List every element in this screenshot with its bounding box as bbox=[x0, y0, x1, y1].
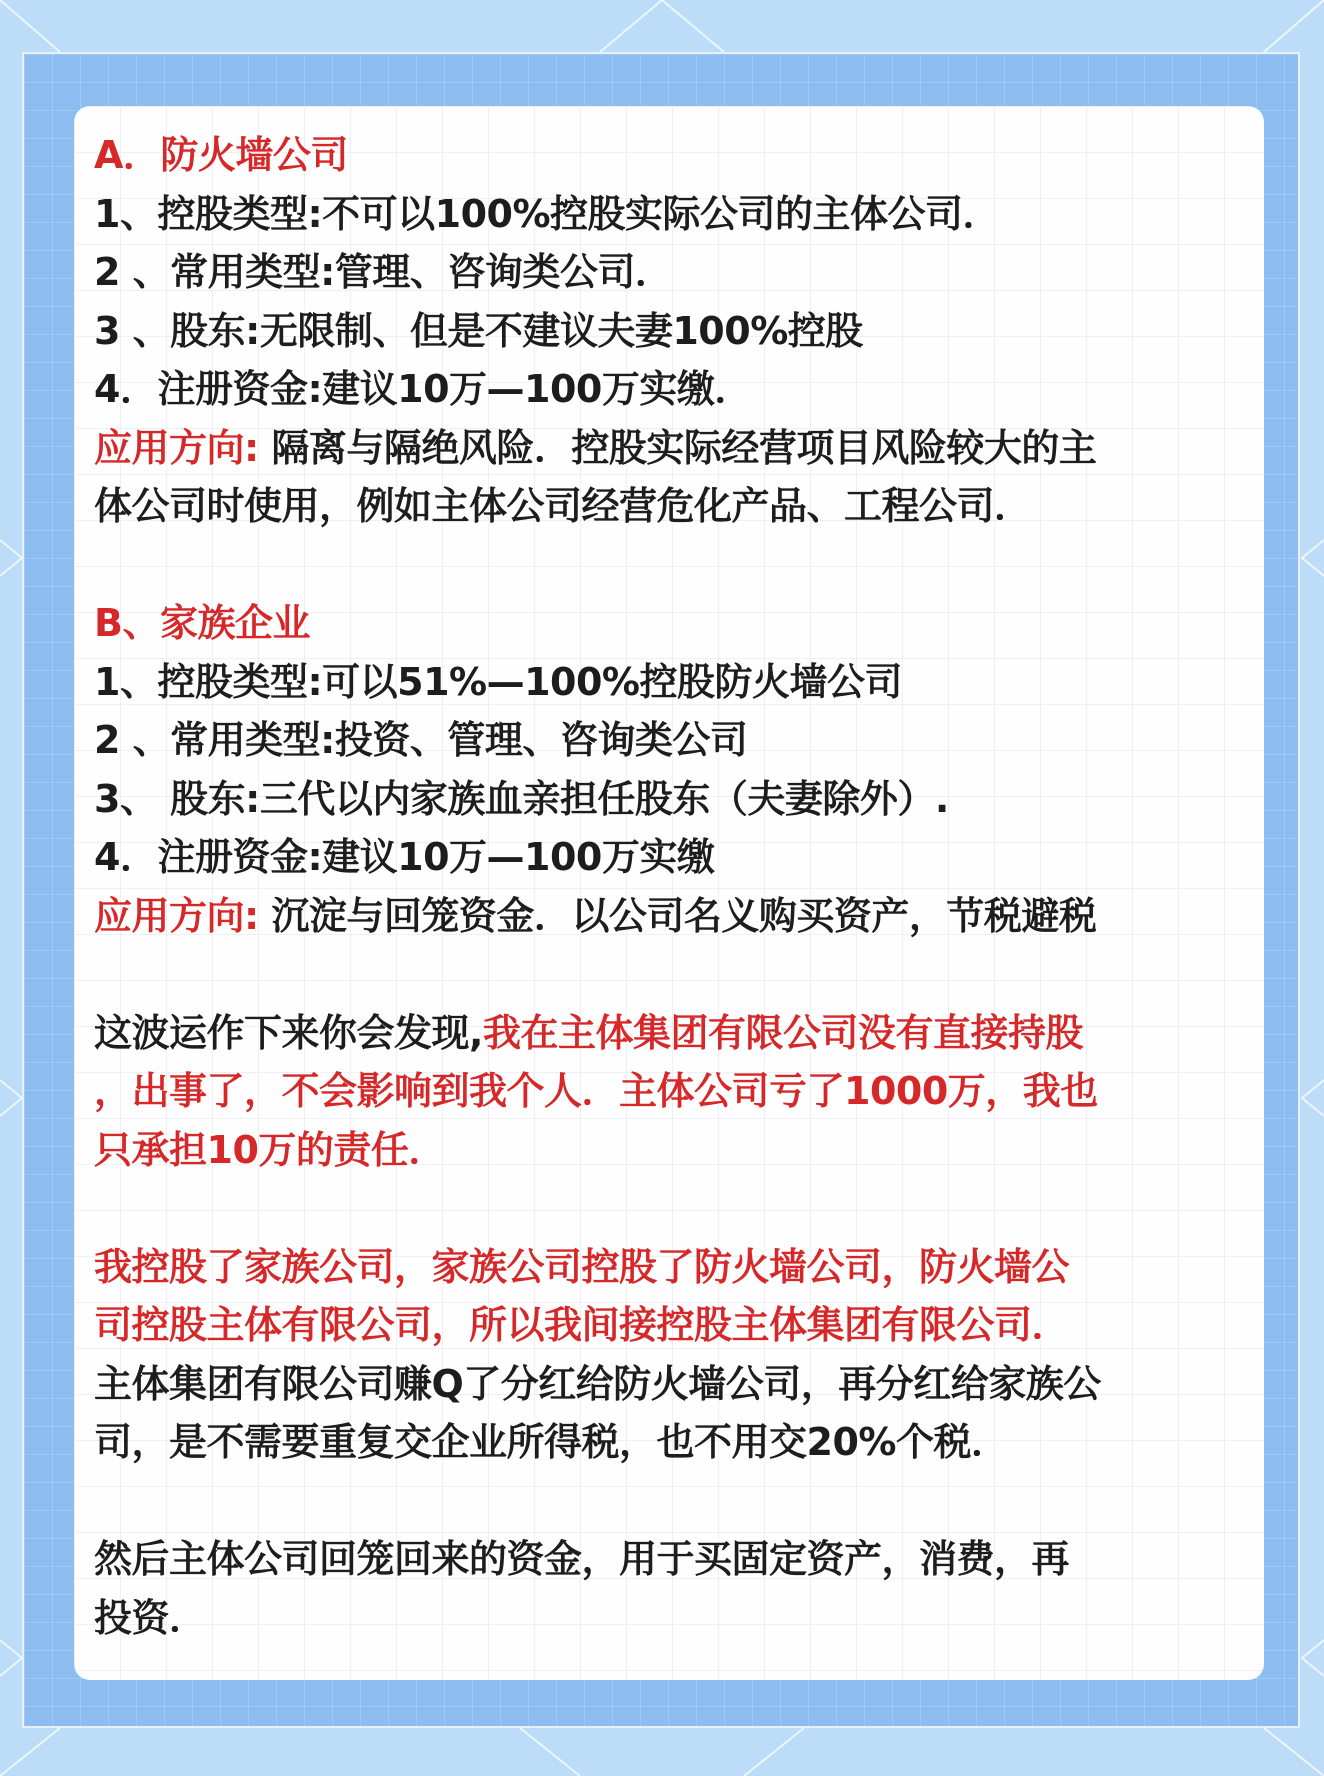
section-b-item-3: 3、 股东:三代以内家族血亲担任股东（夫妻除外）. bbox=[94, 776, 949, 821]
content-card bbox=[74, 106, 1264, 1680]
section-a-item-2: 2 、常用类型:管理、咨询类公司． bbox=[94, 250, 673, 294]
para1-red: 我在主体集团有限公司没有直接持股 bbox=[482, 1010, 1083, 1055]
section-b-title: B、家族企业 bbox=[94, 601, 310, 645]
para1-black: 这波运作下来你会发现, bbox=[94, 1010, 483, 1055]
section-b-item-4: 4．注册资金:建议10万—100万实缴 bbox=[94, 835, 715, 879]
para3-line1: 然后主体公司回笼回来的资金，用于买固定资产，消费，再 bbox=[94, 1537, 1070, 1581]
section-a-direction-cont: 体公司时使用，例如主体公司经营危化产品、工程公司． bbox=[94, 484, 1032, 528]
section-a-direction-label: 应用方向: bbox=[94, 425, 259, 470]
spacer bbox=[94, 1472, 1254, 1531]
section-a-item-1: 1、控股类型:不可以100%控股实际公司的主体公司． bbox=[94, 191, 1001, 236]
spacer bbox=[94, 536, 1254, 595]
para2-line1: 我控股了家族公司，家族公司控股了防火墙公司，防火墙公 bbox=[94, 1244, 1070, 1289]
spacer bbox=[94, 1179, 1254, 1238]
para2-line2: 司控股主体有限公司，所以我间接控股主体集团有限公司． bbox=[94, 1303, 1070, 1347]
para1-line3: 只承担10万的责任． bbox=[94, 1127, 446, 1172]
para2-line4: 司，是不需要重复交企业所得税，也不用交20%个税． bbox=[94, 1420, 1009, 1464]
section-a-direction-text: 隔离与隔绝风险．控股实际经营项目风险较大的主 bbox=[258, 425, 1097, 470]
section-a-item-4: 4．注册资金:建议10万—100万实缴． bbox=[94, 367, 752, 411]
section-b-direction-text: 沉淀与回笼资金．以公司名义购买资产，节税避税 bbox=[258, 893, 1097, 938]
section-b-direction-label: 应用方向: bbox=[94, 893, 259, 938]
section-b-item-2: 2 、常用类型:投资、管理、咨询类公司 bbox=[94, 718, 748, 762]
para1-line1 bbox=[94, 1004, 1254, 1063]
section-a-title: A．防火墙公司 bbox=[94, 133, 348, 177]
para1-line2: ，出事了，不会影响到我个人．主体公司亏了1000万，我也 bbox=[94, 1069, 1098, 1113]
spacer bbox=[94, 945, 1254, 1004]
section-b-direction bbox=[94, 887, 1254, 946]
section-a-direction bbox=[94, 419, 1254, 478]
para3-line2: 投资． bbox=[94, 1595, 207, 1640]
section-b-item-1: 1、控股类型:可以51%—100%控股防火墙公司 bbox=[94, 659, 902, 704]
para2-line3: 主体集团有限公司赚Q了分红给防火墙公司，再分红给家族公 bbox=[94, 1361, 1101, 1406]
section-a-item-3: 3 、股东:无限制、但是不建议夫妻100%控股 bbox=[94, 308, 863, 353]
